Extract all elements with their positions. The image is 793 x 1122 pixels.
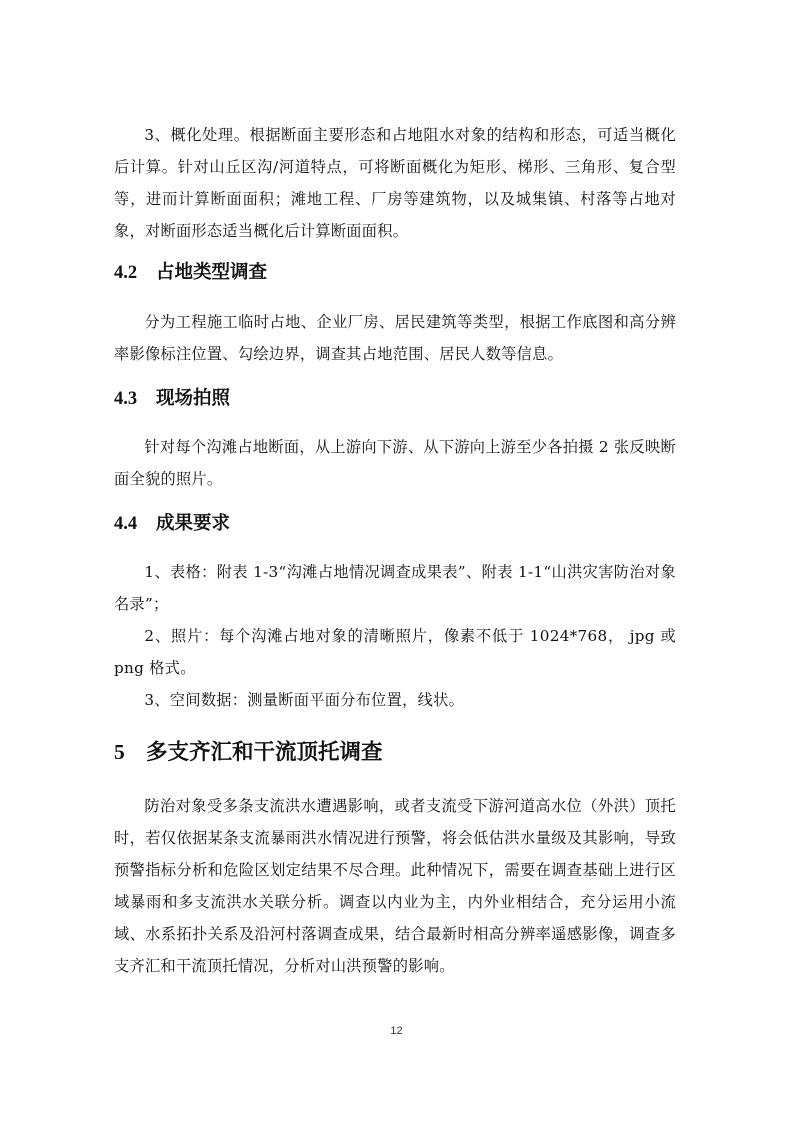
list-item: 3、空间数据：测量断面平面分布位置，线状。	[144, 691, 465, 709]
section-title: 占地类型调查	[156, 262, 268, 283]
chapter-number: 5	[114, 740, 125, 764]
paragraph-multi-tributary: 防治对象受多条支流洪水遭遇影响，或者支流受下游河道高水位（外洪）顶托时，若仅依据某条支流暴雨洪水情况进行预警，将会低估洪水量级及其影响，导致预警指标分析和危险区划定结果不尽合理。此种情况下，需要在调查基础上进行区域暴雨和多支流洪水关联分析。调查以内业为主，内外业相结合，充分运用小流域、水系拓扑关系及沿河村落调查成果，结合最新时相高分辨率遥感影像，调查多支齐汇和干流顶托情况，分析对山洪预警的影响。	[114, 797, 676, 975]
list-item: 2、照片：每个沟滩占地对象的清晰照片，像素不低于 1024*768， jpg 或 png 格式。	[114, 627, 676, 677]
paragraph-land-type: 分为工程施工临时占地、企业厂房、居民建筑等类型，根据工作底图和高分辨率影像标注位置、勾绘边界，调查其占地范围、居民人数等信息。	[114, 313, 676, 363]
section-title: 成果要求	[156, 513, 231, 534]
section-heading-4-3	[114, 386, 230, 412]
page-number: 12	[390, 1025, 403, 1037]
section-heading-4-2	[114, 260, 267, 286]
section-number: 4.2	[114, 263, 138, 283]
chapter-heading-5	[114, 737, 383, 768]
section-number: 4.3	[114, 389, 138, 409]
list-item: 1、表格：附表 1-3“沟滩占地情况调查成果表”、附表 1-1“山洪灾害防治对象名录”；	[114, 563, 676, 613]
section-heading-4-4	[114, 511, 230, 537]
section-number: 4.4	[114, 514, 138, 534]
chapter-title: 多支齐汇和干流顶托调查	[146, 740, 383, 765]
section-title: 现场拍照	[156, 388, 231, 409]
paragraph-photography: 针对每个沟滩占地断面，从上游向下游、从下游向上游至少各拍摄 2 张反映断面全貌的照片。	[114, 438, 676, 488]
paragraph-generalization: 3、概化处理。根据断面主要形态和占地阻水对象的结构和形态，可适当概化后计算。针对山丘区沟/河道特点，可将断面概化为矩形、梯形、三角形、复合型等，进而计算断面面积；滩地工程、厂房等建筑物，以及城集镇、村落等占地对象，对断面形态适当概化后计算断面面积。	[114, 126, 676, 240]
